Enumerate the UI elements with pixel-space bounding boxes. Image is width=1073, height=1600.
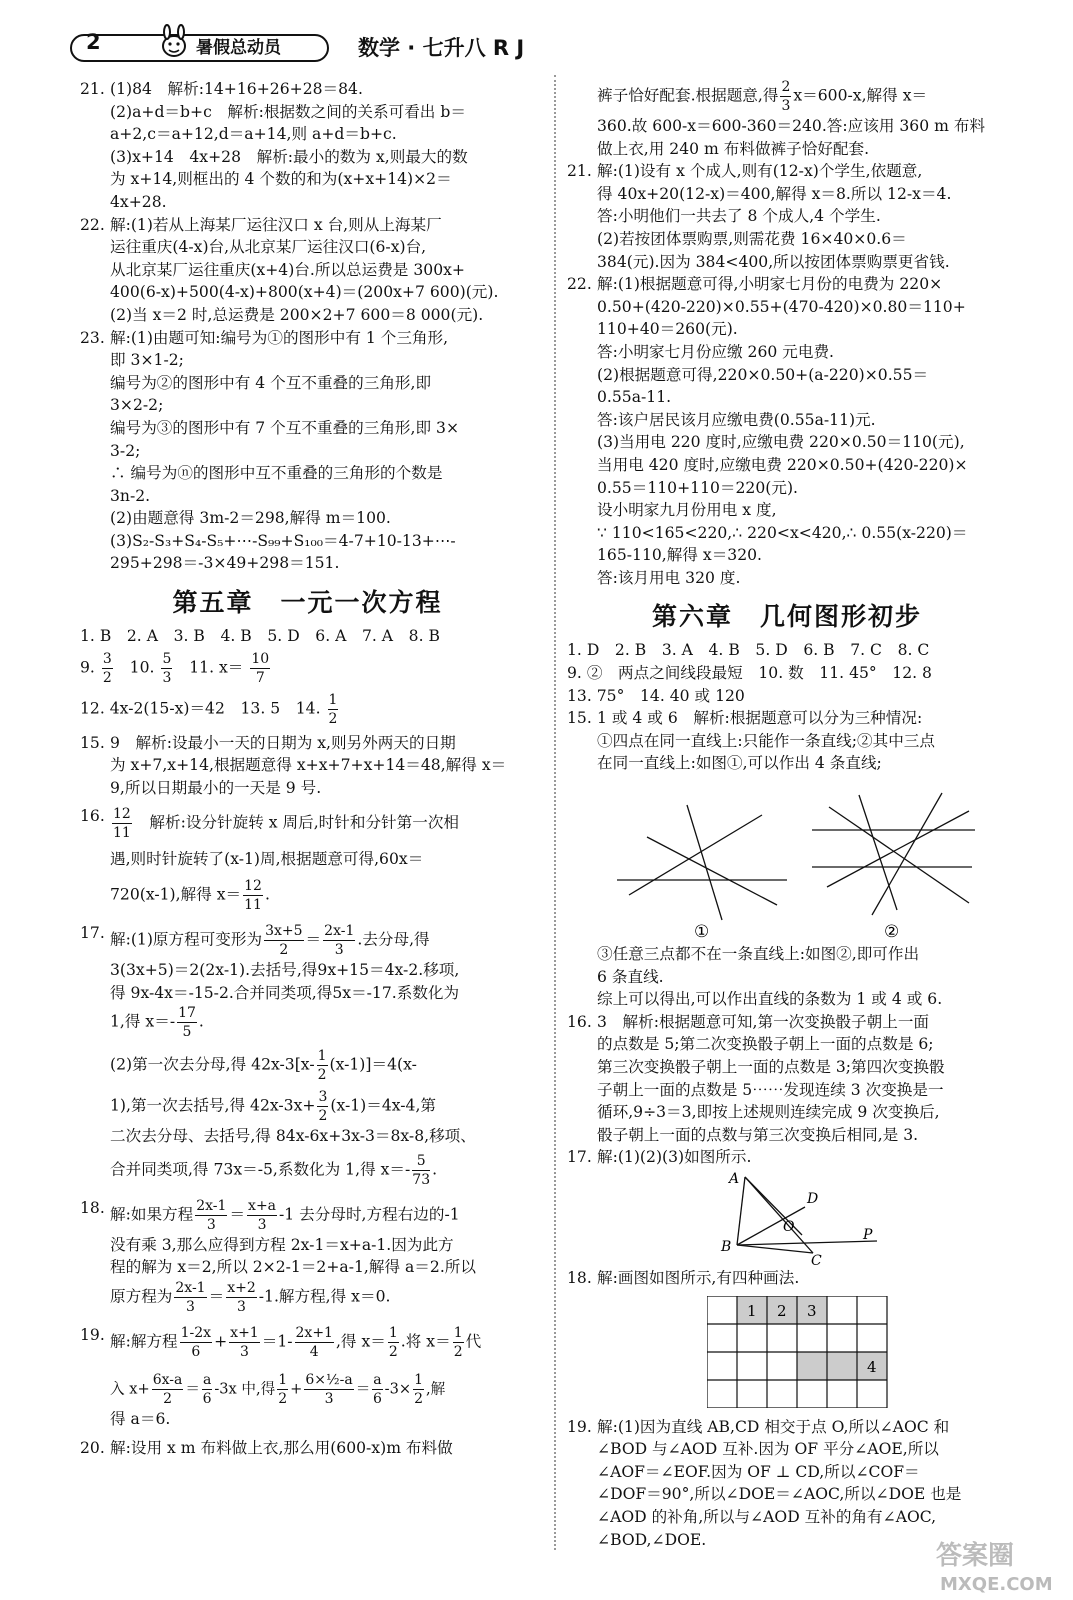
text-line: 从北京某厂运往重庆(x+4)台.所以总运费是 300x+ <box>110 260 465 279</box>
fig1-line <box>687 805 722 920</box>
grid-number-3: 3 <box>807 1301 817 1320</box>
segment-ab <box>737 1177 745 1245</box>
segment-bd <box>737 1207 805 1245</box>
page-number: 2 <box>86 30 101 54</box>
column-divider <box>554 75 556 1550</box>
point-label-b: B <box>721 1238 732 1255</box>
right-column <box>567 78 1007 1551</box>
text-line: 4x+28. <box>110 192 167 211</box>
text-line: 为 x+14,则框出的 4 个数的和为(x+x+14)×2＝ <box>110 170 452 189</box>
subject-title: 数学 · 七升八 R J <box>358 36 525 60</box>
figure-label-2: ② <box>884 922 900 943</box>
grid-figure <box>707 1296 1017 1408</box>
text-line: 解:(1)由题可知:编号为①的图形中有 1 个三角形, <box>110 328 449 347</box>
site-watermark <box>930 1534 1065 1596</box>
ray-bp <box>737 1241 877 1245</box>
text-line: 295+298＝-3×49+298＝151. <box>110 554 340 573</box>
watermark-title: 答案圈 <box>936 1541 1015 1571</box>
answer-15: 15. 1 或 4 或 6 解析:根据题意可以分为三种情况: ①四点在同一直线上:只能作一条直线;②其中三点 在同一直线上:如图①,可以作出 4 条直线; ① ② ③任意三点都不在一条直线上:如图②,即可作出 6 条直线. 综上可以得出,可以作出直线的条数为 1 或 4 或 6. <box>567 707 1007 1011</box>
text-line: 编号为②的图形中有 4 个互不重叠的三角形,即 <box>110 373 432 392</box>
triangle-figure <box>717 1169 1017 1265</box>
brand-title: 暑假总动员 <box>196 38 281 58</box>
point-label-d: D <box>807 1190 819 1207</box>
left-column <box>80 78 535 1459</box>
answer-16: 16. $\frac{12}{11}$ 解析:设分针旋转 x 周后,时针和分针第一次相 遇,则时针旋转了(x-1)周,根据题意可得,60x＝ 720(x-1),解得 x＝ $\frac{12}{11}$ . <box>80 806 460 914</box>
fig2-line <box>829 807 969 903</box>
mc-answers-1-8: 1. D 2. B 3. A 4. B 5. D 6. B 7. C 8. C <box>567 641 930 660</box>
page-header <box>70 30 530 64</box>
line-figures <box>597 775 1007 943</box>
answer-17: 17. 解:(1)原方程可变形为 $\frac{3x+5}{2}$ ＝ $\frac{2x-1}{3}$ .去分母,得 3(3x+5)＝2(2x-1).去括号,得9x+15＝4x-2.移项, 得 9x-4x＝-15-2.合并同类项,得5x＝-17.系数化为 1,得 x＝- $\frac{17}{5}$ . (2)第一次去分母,得 42x-3[x- $\frac{1}{2}$ (x-1)]＝4(x- 1),第一次去括号,得 42x-3x+ $\frac{3}{2}$ (x-1)＝4x-4,第 二次去分母、去括号,得 84x-6x+3x-3＝8x-8,移项、 合并同类项,得 73x＝-5,系数化为 1,得 x＝- $\frac{5}{73}$ . <box>80 923 476 1188</box>
text-line: 编号为③的图形中有 7 个互不重叠的三角形,即 3× <box>110 418 460 437</box>
text-line: 3n-2. <box>110 486 151 505</box>
answers-9-11: 9. $\frac{3}{2}$ 10. $\frac{5}{3}$ 11. x＝ $\frac{10}{7}$ <box>80 650 270 686</box>
answer-18: 18. 解:画图如图所示,有四种画法. 1 2 3 4 <box>567 1267 1007 1408</box>
fig1-line <box>647 837 777 905</box>
four-points-figures <box>597 775 1007 943</box>
answers-13-14: 13. 75° 14. 40 或 120 <box>567 686 745 705</box>
answer-16: 16. 3 解析:根据题意可知,第一次变换骰子朝上一面 的点数是 5;第二次变换骰子朝上一面的点数是 6; 第三次变换骰子朝上一面的点数是 3;第四次变换骰 子朝上一面的点数是 5⋯⋯发现连续 3 次变换是一 循环,9÷3＝3,即按上述规则连续完成 9 次变换后, 骰子朝上一面的点数与第三次变换后相同,是 3. <box>567 1012 945 1144</box>
text-line: 400(6-x)+500(4-x)+800(x+4)＝(200x+7 600)(元). <box>110 283 499 302</box>
segment-ac <box>745 1177 813 1253</box>
answers-12-14: 12. 4x-2(15-x)＝42 13. 5 14. $\frac{1}{2}$ <box>80 691 338 727</box>
answer-17: 17. 解:(1)(2)(3)如图所示. A B C D O P <box>567 1146 1007 1265</box>
text-line: a+2,c＝a+12,d＝a+14,则 a+d＝b+c. <box>110 125 397 144</box>
fig1-line <box>629 815 762 895</box>
mc-answers-1-8: 1. B 2. A 3. B 4. B 5. D 6. A 7. A 8. B <box>80 627 440 646</box>
text-line: (1)84 解析:14+16+26+28＝84. <box>110 80 363 98</box>
text-line: (3)x+14 4x+28 解析:最小的数为 x,则最大的数 <box>110 147 468 166</box>
grid-number-4: 4 <box>867 1357 877 1376</box>
text-line: (3)S₂-S₃+S₄-S₅+⋯-S₉₉+S₁₀₀＝4-7+10-13+⋯- <box>110 531 456 550</box>
fig2-line <box>827 811 969 887</box>
chapter-6-title: 第六章 几何图形初步 <box>651 602 922 632</box>
answer-23: 23. 解:(1)由题可知:编号为①的图形中有 1 个三角形, 即 3×1-2; 编号为②的图形中有 4 个互不重叠的三角形,即 3×2-2; 编号为③的图形中有 7 个互不重叠的三角形,即 3× 3-2; ∴ 编号为ⓝ的图形中互不重叠的三角形的个数是 3n-2. (2)由题意得 3m-2＝298,解得 m＝100. (3)S₂-S₃+S₄-S₅+⋯-S₉₉+S₁₀₀＝4-7+10-13+⋯- 295+298＝-3×49+298＝151. <box>80 327 535 576</box>
fig2-line <box>872 793 942 915</box>
text-line: ∴ 编号为ⓝ的图形中互不重叠的三角形的个数是 <box>110 464 443 483</box>
answer-20: 20. 解:设用 x m 布料做上衣,那么用(600-x)m 布料做 <box>80 1438 453 1457</box>
mascot-icon <box>154 24 194 62</box>
text-line: (2)当 x＝2 时,总运费是 200×2+7 600＝8 000(元). <box>110 305 484 324</box>
grid-number-2: 2 <box>777 1301 787 1320</box>
point-label-p: P <box>863 1226 873 1243</box>
text-line: 运往重庆(4-x)台,从北京某厂运往汉口(6-x)台, <box>110 238 427 257</box>
figure-label-1: ① <box>694 922 710 943</box>
answer-22: 22. 解:(1)若从上海某厂运往汉口 x 台,则从上海某厂 运往重庆(4-x)台,从北京某厂运往汉口(6-x)台, 从北京某厂运往重庆(x+4)台.所以总运费是 300x+ 400(6-x)+500(4-x)+800(x+4)＝(200x+7 600)(元). (2)当 x＝2 时,总运费是 200×2+7 600＝8 000(元). <box>80 214 535 327</box>
text-line: 3-2; <box>110 441 141 460</box>
text-line: (2)a+d＝b+c 解析:根据数之间的关系可看出 b＝ <box>110 102 466 121</box>
segment-bc <box>737 1245 813 1253</box>
point-label-c: C <box>811 1252 822 1265</box>
answer-19: 19. 解:(1)因为直线 AB,CD 相交于点 O,所以∠AOC 和 ∠BOD 与∠AOD 互补.因为 OF 平分∠AOE,所以 ∠AOF＝∠EOF.因为 OF ⊥ CD,所以∠COF＝ ∠DOF＝90°,所以∠DOE＝∠AOC,所以∠DOE 也是 ∠AOD 的补角,所以与∠AOD 互补的角有∠AOC, ∠BOD,∠DOE. <box>567 1417 962 1549</box>
answers-9-12: 9. ② 两点之间线段最短 10. 数 11. 45° 12. 8 <box>567 664 932 683</box>
text-line: 解:(1)若从上海某厂运往汉口 x 台,则从上海某厂 <box>110 215 442 234</box>
answer-22: 22. 解:(1)根据题意可得,小明家七月份的电费为 220× 0.50+(420-220)×0.55+(470-420)×0.80＝110+ 110+40＝260(元). 答:小明家七月份应缴 260 元电费. (2)根据题意可得,220×0.50+(a-220)×0.55＝ 0.55a-11. 答:该户居民该月应缴电费(0.55a-11)元. (3)当用电 220 度时,应缴电费 220×0.50＝110(元), 当用电 420 度时,应缴电费 220×0.50+(420-220)× 0.55＝110+110＝220(元). 设小明家九月份用电 x 度, ∵ 110<165<220,∴ 220<x<420,∴ 0.55(x-220)＝ 165-110,解得 x＝320. 答:该月用电 320 度. <box>567 275 968 587</box>
point-label-o: O <box>783 1218 795 1235</box>
text-line: (2)由题意得 3m-2＝298,解得 m＝100. <box>110 509 391 528</box>
point-label-a: A <box>729 1170 740 1187</box>
answer-19: 19. 解:解方程 $\frac{1-2x}{6}$ + $\frac{x+1}{3}$ ＝1- $\frac{2x+1}{4}$ ,得 x＝ $\frac{1}{2}$ .将 x＝ $\frac{1}{2}$ 代 入 x+ $\frac{6x-a}{2}$ ＝ $\frac{a}{6}$ -3x 中,得 $\frac{1}{2}$ + $\frac{\text{6×½-a}}{3}$ ＝ $\frac{a}{6}$ -3× $\frac{1}{2}$ ,解 得 a＝6. <box>80 1325 482 1428</box>
grid-number-1: 1 <box>747 1301 757 1320</box>
text-line: 3×2-2; <box>110 396 164 415</box>
watermark-url: MXQE.COM <box>940 1574 1053 1595</box>
text-line: 即 3×1-2; <box>110 351 184 370</box>
answer-21: 21. (1)84 解析:14+16+26+28＝84. (2)a+d＝b+c 解析:根据数之间的关系可看出 b＝ a+2,c＝a+12,d＝a+14,则 a+d＝b+c. (3)x+14 4x+28 解析:最小的数为 x,则最大的数 为 x+14,则框出的 4 个数的和为(x+x+14)×2＝ 4x+28. <box>80 78 535 214</box>
chapter-5-title: 第五章 一元一次方程 <box>172 588 443 618</box>
answer-18: 18. 解:如果方程 $\frac{2x-1}{3}$ ＝ $\frac{x+a}{3}$ -1 去分母时,方程右边的-1 没有乘 3,那么应得到方程 2x-1＝x+a-1.因为此方 程的解为 x＝2,所以 2×2-1＝2+a-1,解得 a＝2.所以 原方程为 $\frac{2x-1}{3}$ ＝ $\frac{x+2}{3}$ -1.解方程,得 x＝0. <box>80 1197 476 1315</box>
answer-20-continued: 裤子恰好配套.根据题意,得 $\frac{2}{3}$ x＝600-x,解得 x＝ 360.故 600-x＝600-360＝240.答:应该用 360 m 布料 做上衣,用 240 m 布料做裤子恰好配套. <box>597 79 986 158</box>
answer-15: 15. 9 解析:设最小一天的日期为 x,则另外两天的日期 为 x+7,x+14,根据题意得 x+x+7+x+14＝48,解得 x＝ 9,所以日期最小的一天是 9 号. <box>80 733 507 797</box>
answer-21: 21. 解:(1)设有 x 个成人,则有(12-x)个学生,依题意, 得 40x+20(12-x)＝400,解得 x＝8.所以 12-x＝4. 答:小明他们一共去了 8 个成人,4 个学生. (2)若按团体票购票,则需花费 16×40×0.6＝ 384(元).因为 384<400,所以按团体票购票更省钱. <box>567 162 952 271</box>
